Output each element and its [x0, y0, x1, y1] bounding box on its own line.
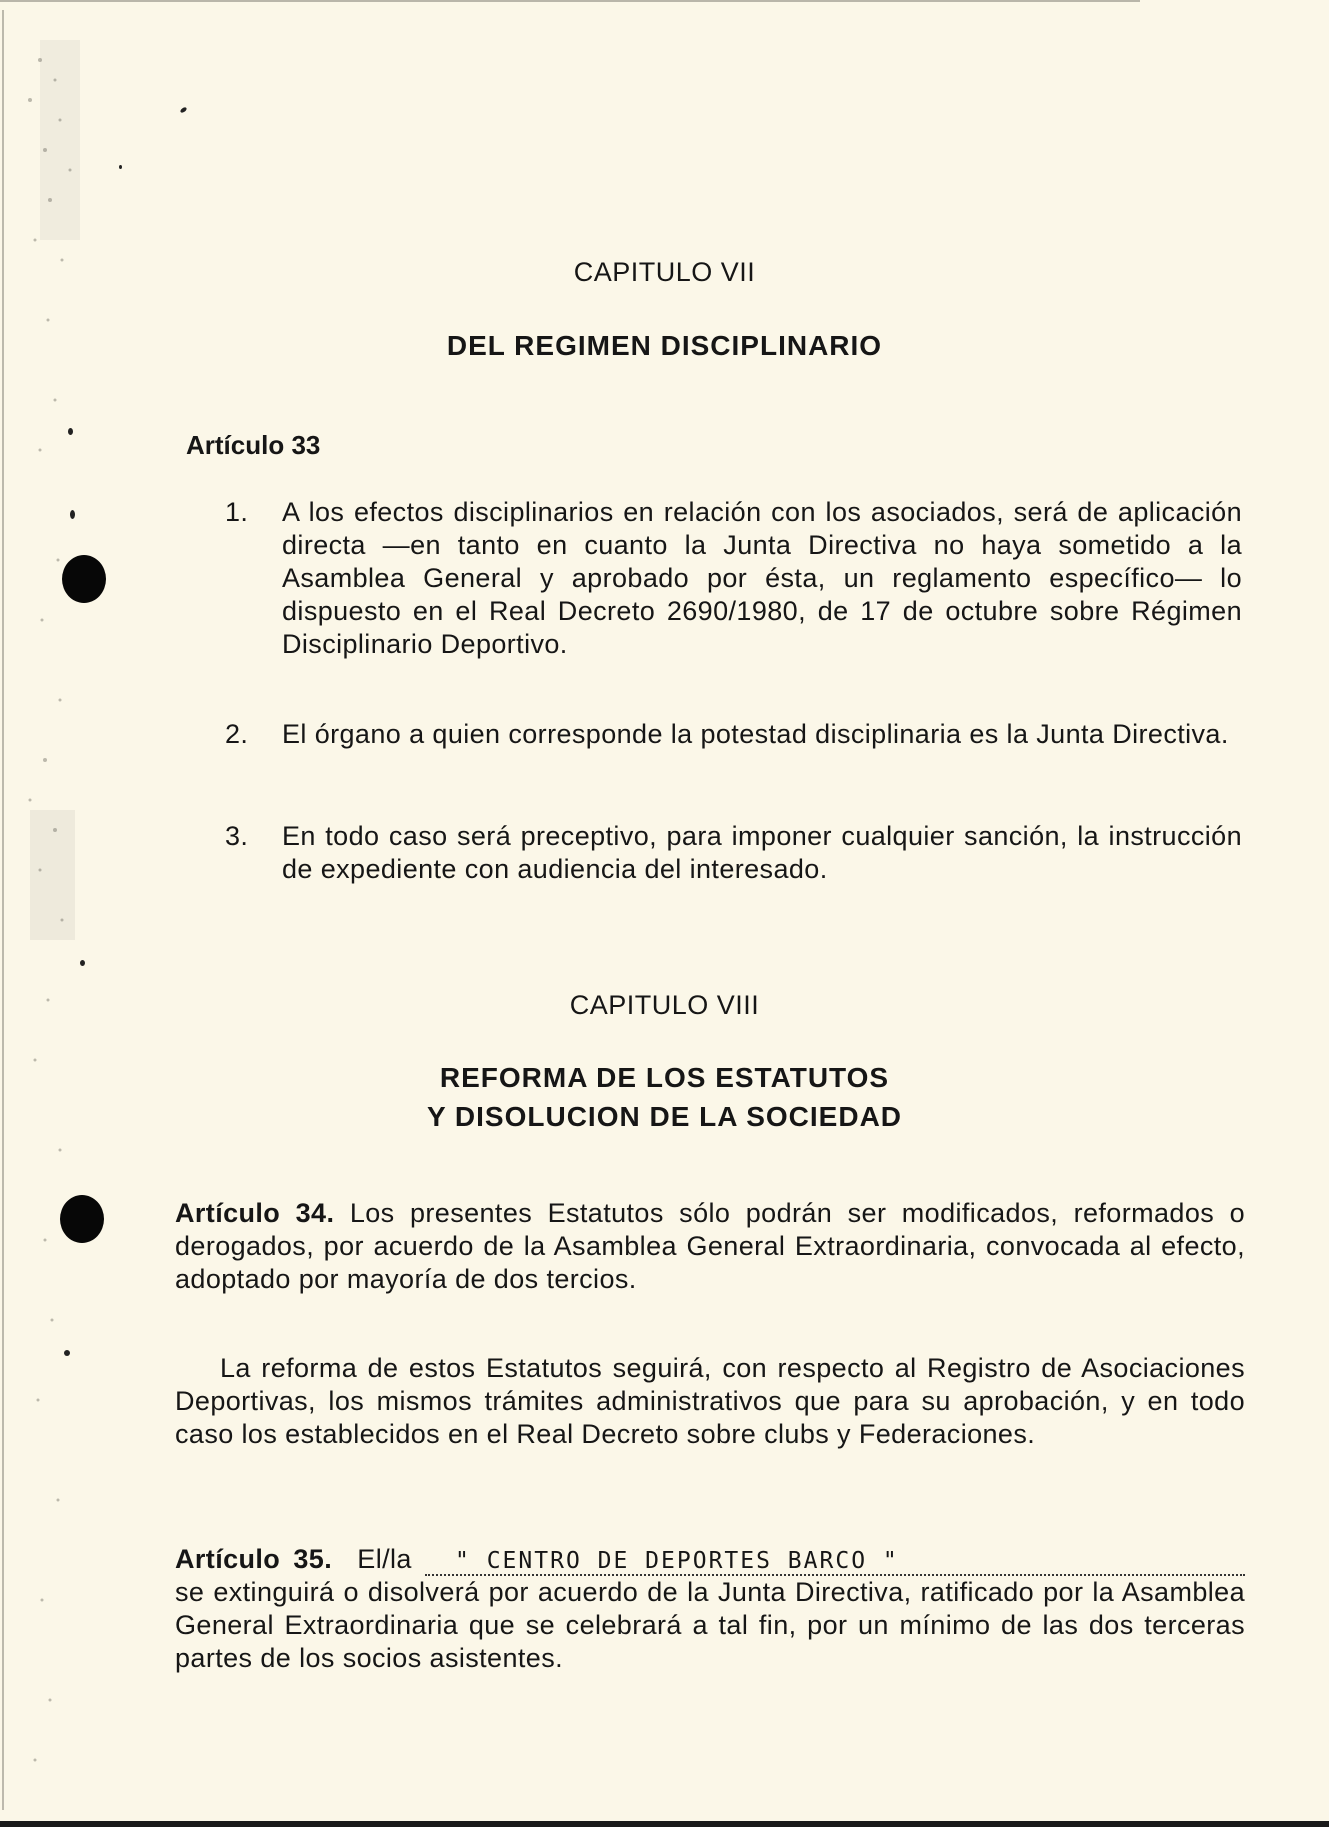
item-number: 1.	[225, 497, 249, 527]
article-34-paragraph	[175, 1197, 1245, 1296]
chapter-8-heading-line-1: REFORMA DE LOS ESTATUTOS	[439, 1062, 890, 1093]
scan-speck	[119, 165, 122, 169]
article-35-prefix: El/la	[357, 1544, 412, 1574]
scan-speck	[64, 1350, 70, 1356]
chapter-7-heading: DEL REGIMEN DISCIPLINARIO	[446, 330, 883, 361]
article-33-item-1	[225, 496, 1245, 676]
article-33-item-2	[225, 718, 1245, 788]
chapter-8-title: CAPITULO VIII	[569, 990, 760, 1020]
club-name-field: " CENTRO DE DEPORTES BARCO "	[425, 1548, 1245, 1576]
scan-speck	[179, 106, 187, 113]
punch-hole-top	[62, 555, 106, 603]
article-34-label: Artículo 34.	[175, 1198, 335, 1228]
item-text: El órgano a quien corresponde la potestad disciplinaria es la Junta Directiva.	[282, 719, 1229, 749]
item-text: A los efectos disciplinarios en relación con los asociados, será de aplicación directa —en tanto en cuanto la Junta Directiva no haya sometido a la Asamblea General y aprobado por ésta, un reglamento específico— lo dispuesto en el Real Decreto 2690/1980, de 17 de octubre sobre Régimen Disciplinario Deportivo.	[282, 497, 1242, 659]
page-top-edge	[0, 0, 1140, 2]
article-34-paragraph-2	[175, 1352, 1245, 1451]
article-33-label: Artículo 33	[186, 430, 321, 460]
page-bottom-edge	[0, 1821, 1329, 1827]
article-34-paragraph-2-text: La reforma de estos Estatutos seguirá, con respecto al Registro de Asociaciones Deportivas, los mismos trámites administrativos que para su aprobación, y en todo caso los establecidos en el Real Decreto sobre clubs y Federaciones.	[175, 1353, 1245, 1449]
item-number: 3.	[225, 821, 249, 851]
article-34-text: Los presentes Estatutos sólo podrán ser modificados, reformados o derogados, por acuerdo de la Asamblea General Extraordinaria, convocada al efecto, adoptado por mayoría de dos tercios.	[175, 1198, 1245, 1294]
article-35-paragraph	[175, 1543, 1245, 1675]
item-text: En todo caso será preceptivo, para imponer cualquier sanción, la instrucción de expediente con audiencia del interesado.	[282, 821, 1242, 884]
scan-speck	[70, 510, 75, 519]
scan-speck	[80, 960, 85, 966]
item-number: 2.	[225, 719, 249, 749]
scan-speck	[68, 428, 73, 435]
article-33-item-3	[225, 820, 1245, 890]
chapter-8-heading-line-2: Y DISOLUCION DE LA SOCIEDAD	[426, 1101, 903, 1132]
chapter-7-title: CAPITULO VII	[573, 257, 756, 287]
article-35-text: se extinguirá o disolverá por acuerdo de la Junta Directiva, ratificado por la Asamblea General Extraordinaria que se celebrará a tal fin, por un mínimo de las dos terceras partes de los socios asistentes.	[175, 1577, 1245, 1673]
punch-hole-bottom	[60, 1195, 104, 1243]
article-35-label: Artículo 35.	[175, 1544, 333, 1574]
